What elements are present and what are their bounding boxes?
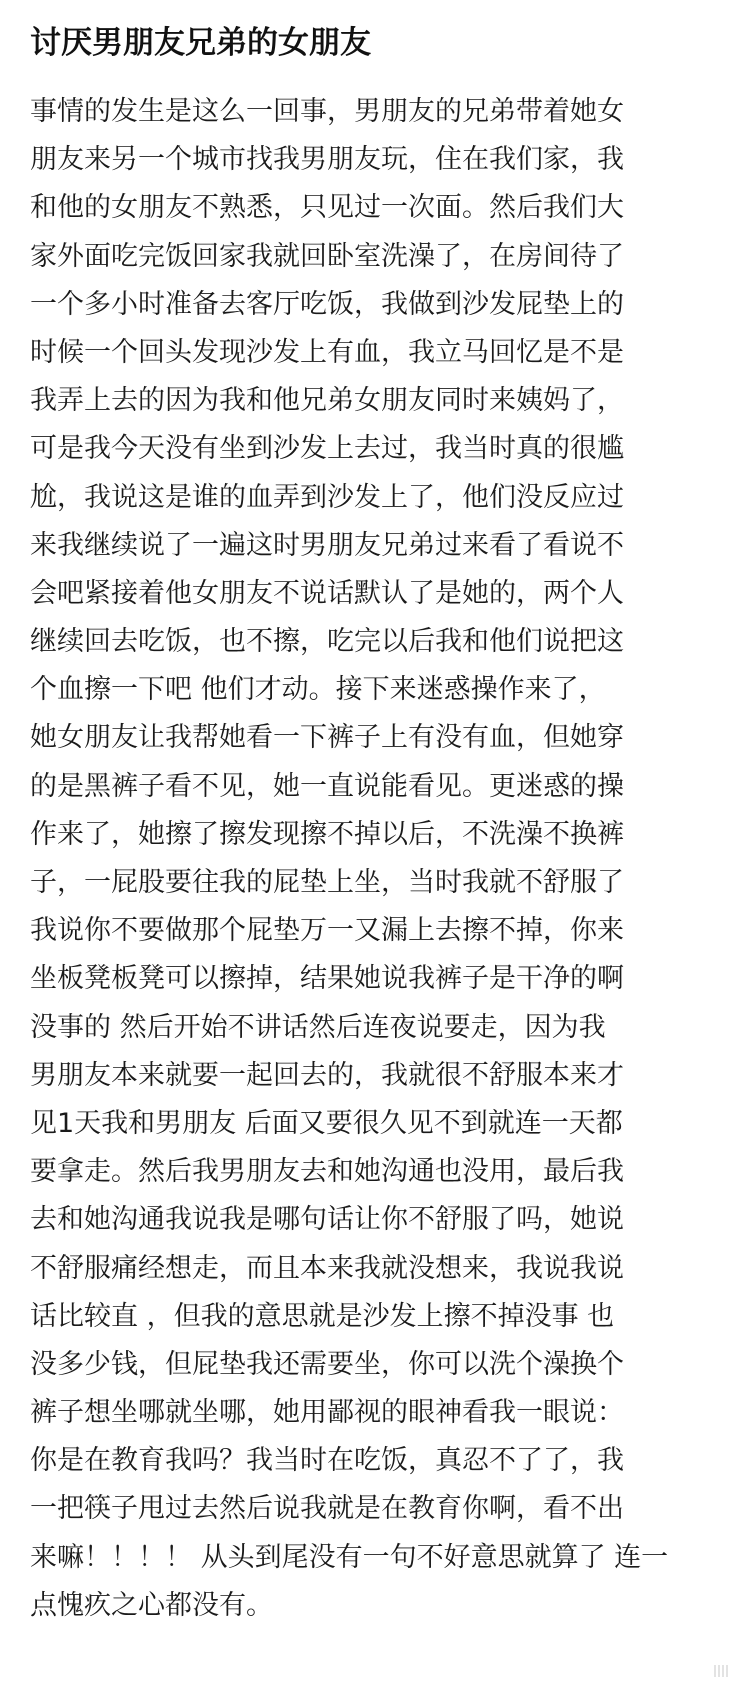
body-line: 事情的发生是这么一回事，男朋友的兄弟带着她女 — [30, 96, 624, 127]
body-line: 朋友来另一个城市找我男朋友玩，住在我们家，我 — [30, 144, 624, 176]
watermark-bars-icon — [714, 1662, 736, 1676]
body-line: 不舒服痛经想走，而且本来我就没想来，我说我说 — [30, 1252, 624, 1284]
body-line: 会吧紧接着他女朋友不说话默认了是她的，两个人 — [30, 577, 624, 609]
body-line: 子，一屁股要往我的屁垫上坐，当时我就不舒服了 — [30, 867, 624, 898]
body-line: 来我继续说了一遍这时男朋友兄弟过来看了看说不 — [30, 529, 624, 561]
body-line: 见1天我和男朋友 后面又要很久见不到就连一天都 — [30, 1107, 623, 1139]
body-line: 裤子想坐哪就坐哪，她用鄙视的眼神看我一眼说： — [30, 1397, 624, 1429]
body-line: 家外面吃完饭回家我就回卧室洗澡了，在房间待了 — [30, 240, 624, 272]
body-line: 和他的女朋友不熟悉，只见过一次面。然后我们大 — [30, 192, 624, 224]
body-line: 点愧疚之心都没有。 — [30, 1589, 273, 1621]
body-line: 你是在教育我吗？我当时在吃饭，真忍不了了，我 — [30, 1445, 624, 1477]
body-line: 可是我今天没有坐到沙发上去过，我当时真的很尴 — [30, 433, 624, 465]
post-body — [30, 88, 730, 1630]
body-line: 坐板凳板凳可以擦掉，结果她说我裤子是干净的啊 — [30, 963, 624, 995]
body-line: 个血擦一下吧 他们才动。接下来迷惑操作来了， — [30, 674, 606, 706]
post — [30, 14, 730, 1630]
body-line: 作来了，她擦了擦发现擦不掉以后，不洗澡不换裤 — [30, 818, 624, 850]
body-line: 尬，我说这是谁的血弄到沙发上了，他们没反应过 — [30, 481, 624, 513]
body-line: 要拿走。然后我男朋友去和她沟通也没用，最后我 — [30, 1156, 624, 1188]
body-line: 没事的 然后开始不讲话然后连夜说要走，因为我 — [30, 1011, 606, 1043]
body-line: 继续回去吃饭，也不擦，吃完以后我和他们说把这 — [30, 626, 624, 658]
body-line: 话比较直 ，但我的意思就是沙发上擦不掉没事 也 — [30, 1300, 615, 1332]
body-line: 我弄上去的因为我和他兄弟女朋友同时来姨妈了， — [30, 385, 624, 417]
body-line: 男朋友本来就要一起回去的，我就很不舒服本来才 — [30, 1059, 624, 1091]
body-line: 来嘛！！！！ 从头到尾没有一句不好意思就算了 连一 — [30, 1541, 669, 1573]
body-line: 一把筷子甩过去然后说我就是在教育你啊，看不出 — [30, 1493, 624, 1525]
body-line: 没多少钱，但屁垫我还需要坐，你可以洗个澡换个 — [30, 1348, 624, 1380]
body-line: 一个多小时准备去客厅吃饭，我做到沙发屁垫上的 — [30, 288, 624, 320]
body-line: 去和她沟通我说我是哪句话让你不舒服了吗，她说 — [30, 1204, 624, 1236]
body-line: 的是黑裤子看不见，她一直说能看见。更迷惑的操 — [30, 770, 624, 802]
body-line: 她女朋友让我帮她看一下裤子上有没有血，但她穿 — [30, 722, 624, 754]
post-title: 讨厌男朋友兄弟的女朋友 — [30, 25, 371, 61]
body-line: 我说你不要做那个屁垫万一又漏上去擦不掉，你来 — [30, 915, 624, 947]
body-line: 时候一个回头发现沙发上有血，我立马回忆是不是 — [30, 336, 624, 368]
